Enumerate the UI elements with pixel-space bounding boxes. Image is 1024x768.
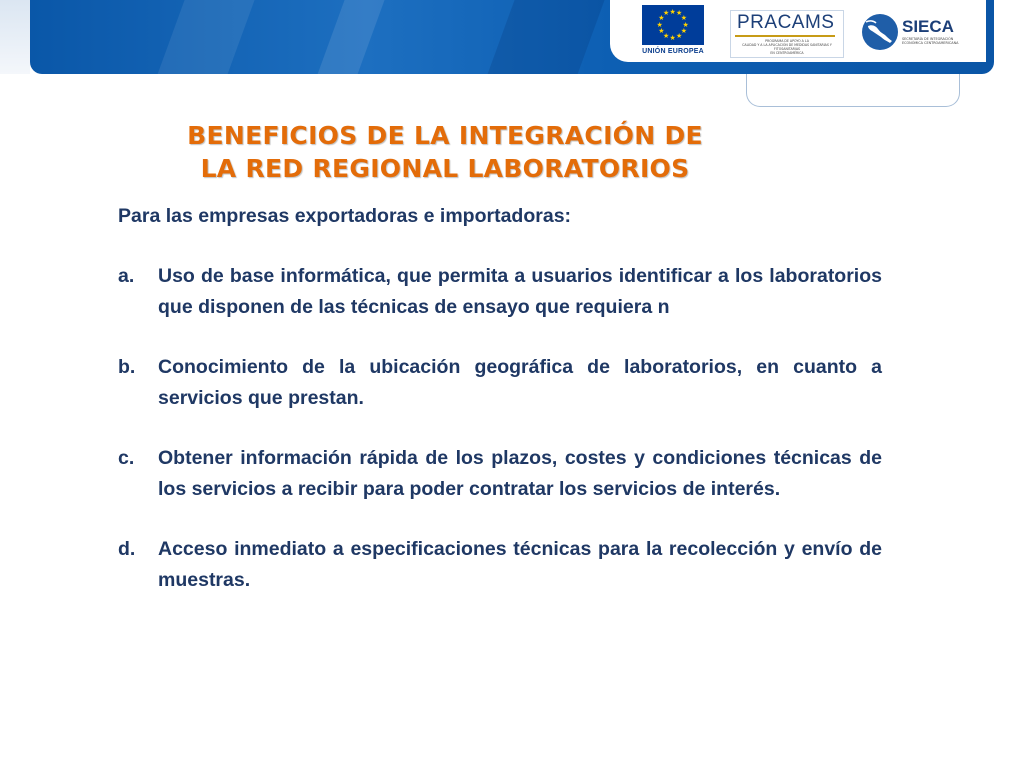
eu-star-icon: ★ xyxy=(676,31,683,40)
list-item xyxy=(118,261,882,323)
header-stripe xyxy=(312,0,388,74)
eu-star-icon: ★ xyxy=(658,27,665,35)
eu-logo xyxy=(642,5,704,59)
pracams-logo-subtitle: PROGRAMA DE APOYO A LA CALIDAD Y A LA APLICACIÓN DE MEDIDAS SANITARIAS Y FITOSANITARIAS EN CENTROAMÉRICA xyxy=(742,39,832,55)
eu-star-icon: ★ xyxy=(680,27,688,35)
list-item xyxy=(118,352,882,414)
list-item-text: Acceso inmediato a especificaciones técnicas para la recolección y envío de muestras. xyxy=(158,538,882,591)
sieca-logo xyxy=(862,12,978,54)
list-item-letter: c. xyxy=(118,447,135,469)
sieca-globe-icon xyxy=(862,14,898,50)
list-item xyxy=(118,534,882,596)
pracams-logo xyxy=(730,10,844,58)
eu-star-icon: ★ xyxy=(663,9,670,18)
logo-tab-outline xyxy=(746,74,960,107)
list-item-letter: b. xyxy=(118,356,136,378)
eu-star-icon: ★ xyxy=(669,33,676,42)
sieca-logo-name: SIECA xyxy=(902,17,954,36)
eu-star-icon: ★ xyxy=(663,31,670,40)
slide-title-line-2: LA RED REGIONAL LABORATORIOS xyxy=(200,154,690,183)
list-item-letter: d. xyxy=(118,538,136,560)
header-left-cap xyxy=(0,0,30,74)
list-item-text: Obtener información rápida de los plazos, costes y condiciones técnicas de los servicios a recibir para poder contratar los servicios de interés. xyxy=(158,447,882,500)
intro-text: Para las empresas exportadoras e importadoras: xyxy=(118,205,572,227)
eu-logo-label: UNIÓN EUROPEA xyxy=(642,48,704,55)
header-stripe xyxy=(482,0,608,74)
slide-title-line-1: BENEFICIOS DE LA INTEGRACIÓN DE xyxy=(187,121,703,150)
sieca-logo-subtitle: SECRETARÍA DE INTEGRACIÓN ECONÓMICA CENTROAMERICANA xyxy=(902,37,959,46)
header-stripe xyxy=(152,0,258,74)
list-item-text: Conocimiento de la ubicación geográfica de laboratorios, en cuanto a servicios que prestan. xyxy=(158,356,882,409)
pracams-logo-title: PRACAMS xyxy=(737,12,835,33)
eu-star-icon: ★ xyxy=(658,14,665,22)
list-item xyxy=(118,443,882,505)
eu-star-icon: ★ xyxy=(680,14,688,22)
eu-star-icon: ★ xyxy=(669,7,676,16)
slide-title xyxy=(120,119,770,185)
list-item-letter: a. xyxy=(118,265,135,287)
slide-body xyxy=(118,201,882,625)
eu-star-icon: ★ xyxy=(682,20,689,29)
eu-flag-icon xyxy=(642,5,704,45)
eu-star-icon: ★ xyxy=(656,20,663,29)
pracams-logo-rule xyxy=(735,35,835,37)
list-item-text: Uso de base informática, que permita a usuarios identificar a los laboratorios que disponen de las técnicas de ensayo que requiera n xyxy=(158,265,882,318)
eu-star-icon: ★ xyxy=(676,9,683,18)
